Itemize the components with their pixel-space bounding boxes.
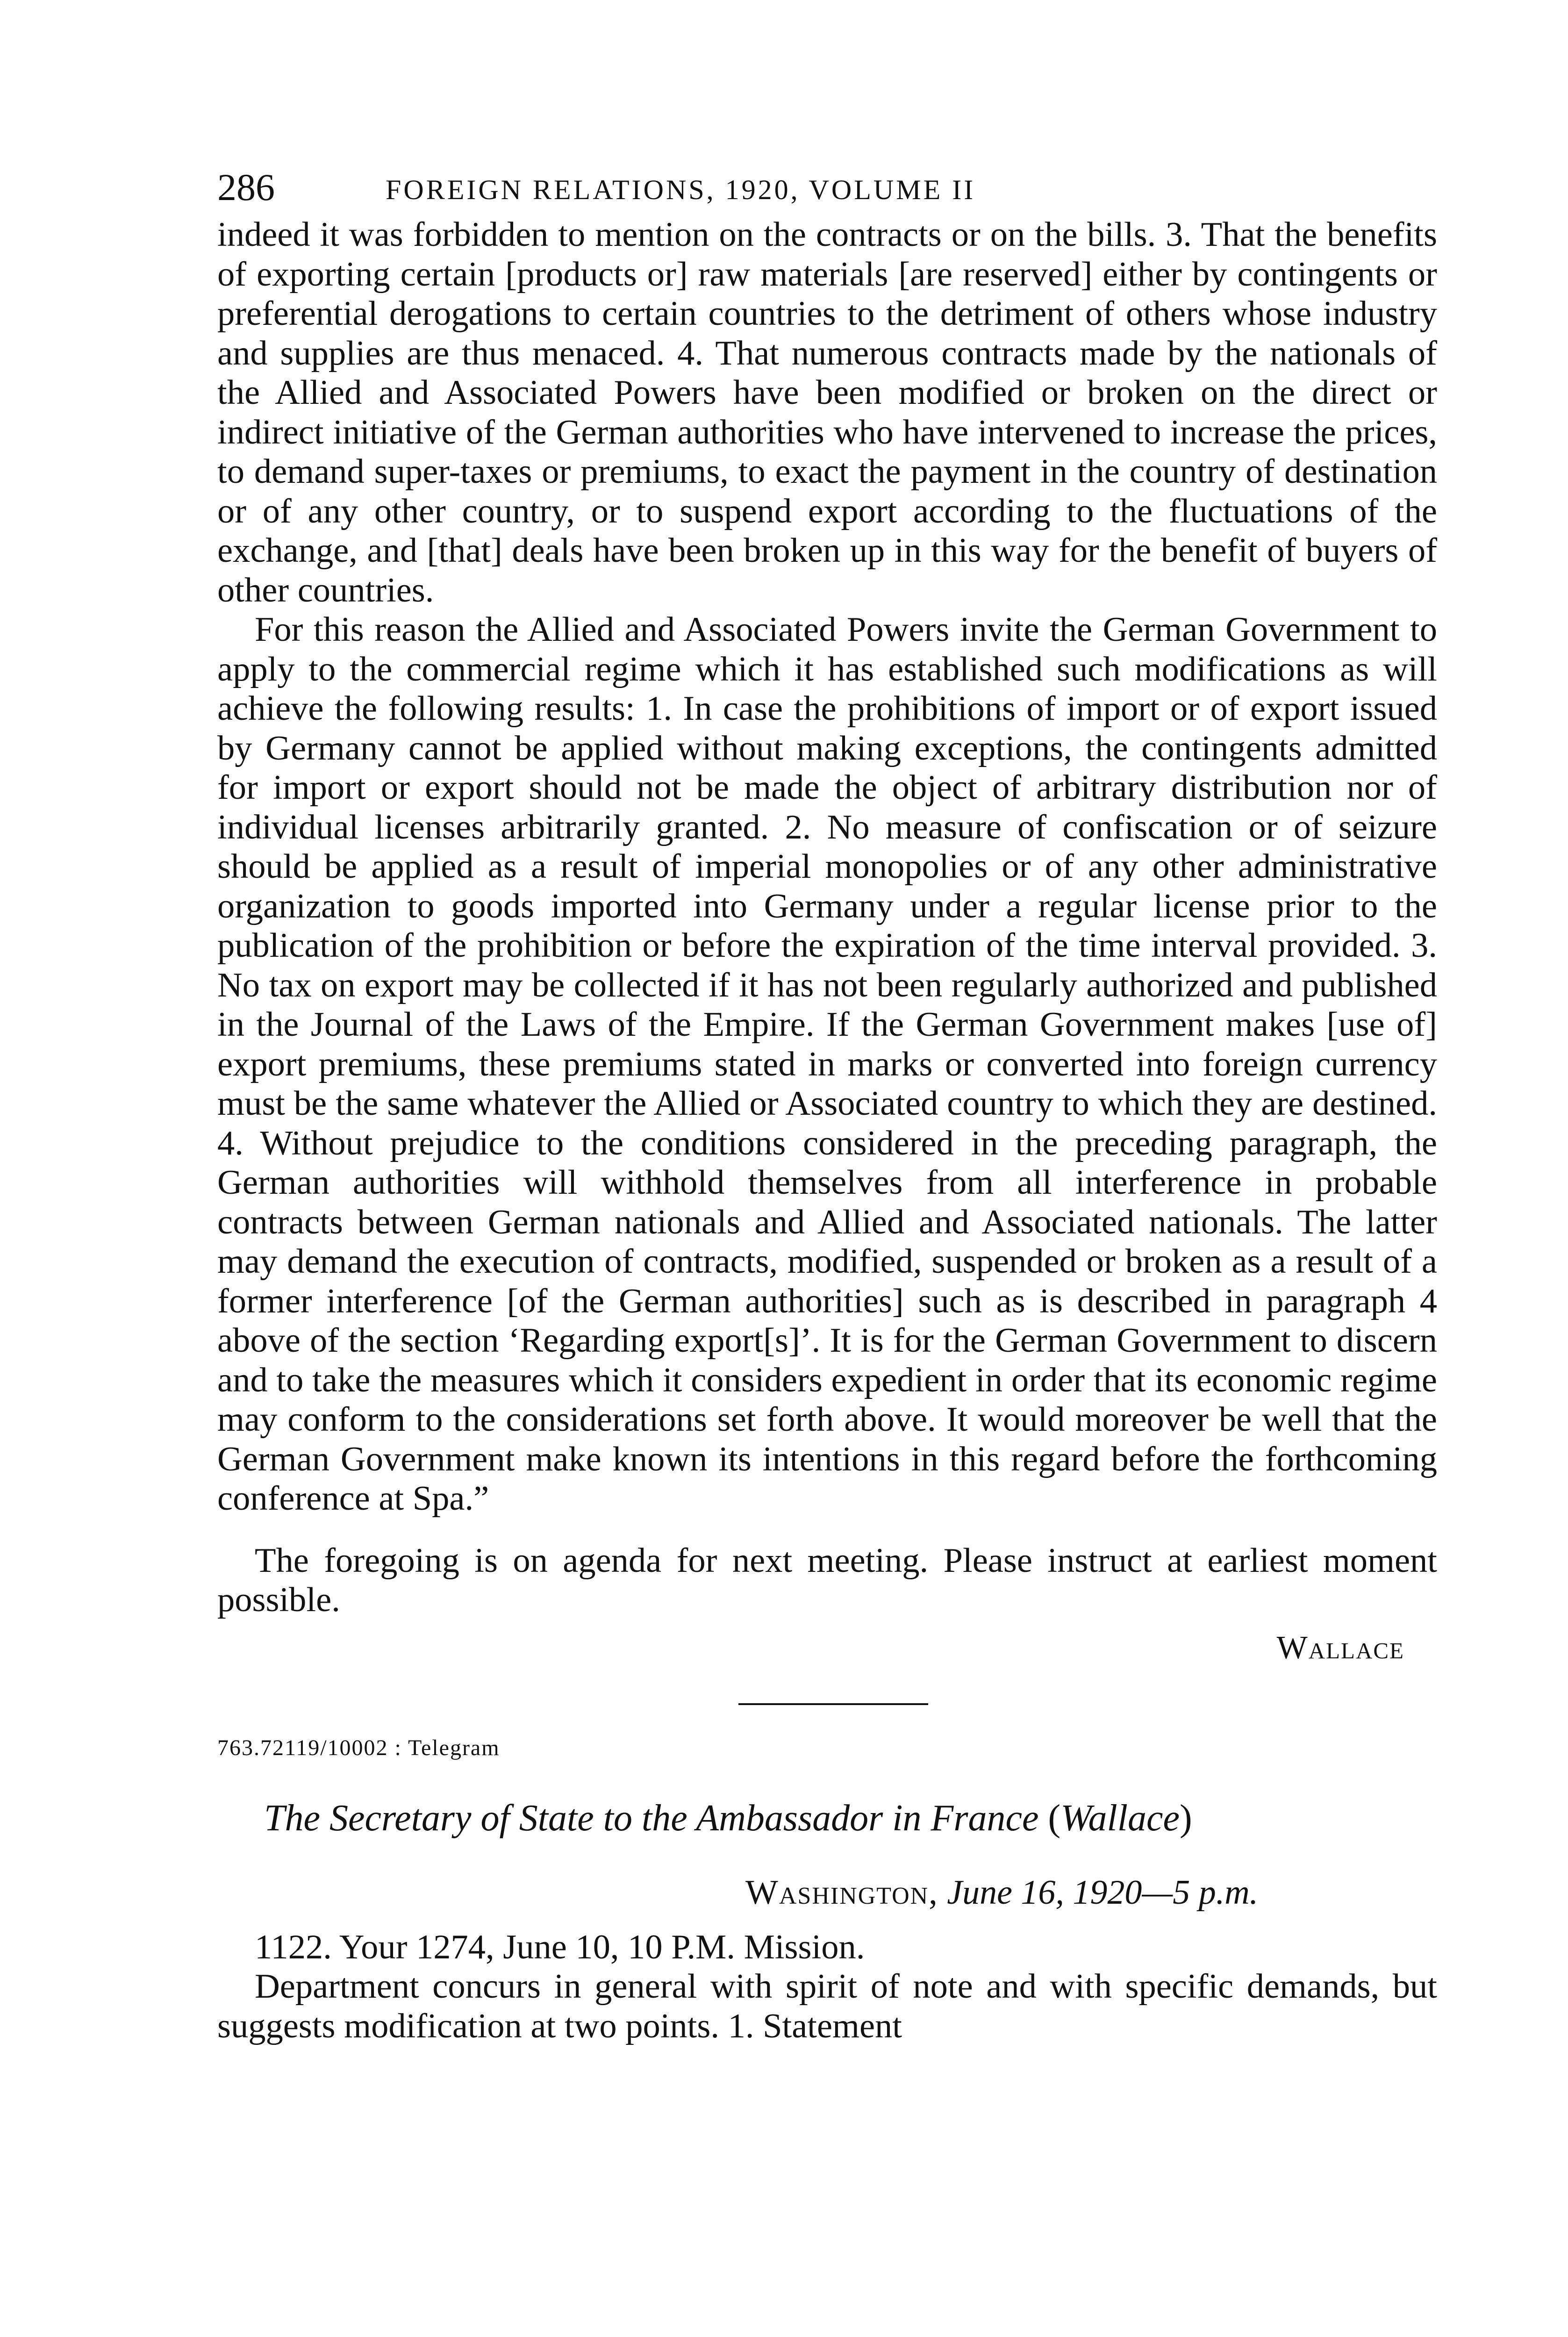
document-heading (264, 1796, 1437, 1841)
heading-title: The Secretary of State to the Ambassador in France (264, 1797, 1039, 1839)
closing-paragraph: The foregoing is on agenda for next meeting. Please instruct at earliest moment possible. (217, 1541, 1437, 1619)
powers-request-paragraph: For this reason the Allied and Associated Powers invite the German Government to apply to the commercial regime which it has established such modifications as will achieve the following results: 1. In case the prohibitions of import or of export issued by Germany cannot be applied without making exceptions, the contingents admitted for import or export should not be made the object of arbitrary distribution nor of individual licenses arbitrarily granted. 2. No measure of confiscation or of seizure should be applied as a result of imperial monopolies or of any other administrative organization to goods imported into Germany under a regular license prior to the publication of the prohibition or before the expiration of the time interval provided. 3. No tax on export may be collected if it has not been regularly authorized and published in the Journal of the Laws of the Empire. If the German Government makes [use of] export premiums, these premiums stated in marks or converted into foreign currency must be the same whatever the Allied or Associated country to which they are destined. 4. Without prejudice to the conditions considered in the preceding paragraph, the German authorities will withhold themselves from all interference in probable contracts between German nationals and Allied and Associated nationals. The latter may demand the execution of contracts, modified, suspended or broken as a result of a former interference [of the German authorities] such as is described in paragraph 4 above of the section ‘Regarding export[s]’. It is for the German Government to discern and to take the measures which it considers expedient in order that its economic regime may conform to the considerations set forth above. It would moreover be well that the German Government make known its intentions in this regard before the forthcoming conference at Spa.” (217, 610, 1437, 1518)
page-number: 286 (217, 166, 275, 208)
document-page (217, 159, 1437, 2046)
file-reference: 763.72119/10002 : Telegram (217, 1735, 500, 1760)
telegram-body: Department concurs in general with spirit of note and with specific demands, but suggests modification at two points. 1. Statement (217, 1967, 1437, 2045)
recipient-name: Wallace (1060, 1797, 1180, 1839)
dateline-date: June 16, 1920—5 p.m. (947, 1873, 1259, 1912)
section-divider (738, 1703, 928, 1705)
telegram-text (217, 1928, 1437, 2046)
signature: Wallace (1276, 1629, 1404, 1666)
body-text (217, 215, 1437, 1620)
continued-paragraph: indeed it was forbidden to mention on the contracts or on the bills. 3. That the benefits of exporting certain [products or] raw materials [are reserved] either by contingents or preferential derogations to certain countries to the detriment of others whose industry and supplies are thus menaced. 4. That numerous contracts made by the nationals of the Allied and Associated Powers have been modified or broken on the direct or indirect initiative of the German authorities who have intervened to increase the prices, to demand super-taxes or premiums, to exact the payment in the country of destination or of any other country, or to suspend export according to the fluctuations of the exchange, and [that] deals have been broken up in this way for the benefit of buyers of other countries. (217, 215, 1437, 609)
running-header (217, 159, 1437, 215)
dateline (745, 1871, 1437, 1914)
telegram-opening: 1122. Your 1274, June 10, 10 P.M. Mission. (255, 1928, 865, 1966)
running-title: FOREIGN RELATIONS, 1920, VOLUME II (386, 174, 976, 205)
heading-recipient: (Wallace) (1048, 1797, 1192, 1839)
dateline-place: Washington, (745, 1873, 938, 1912)
